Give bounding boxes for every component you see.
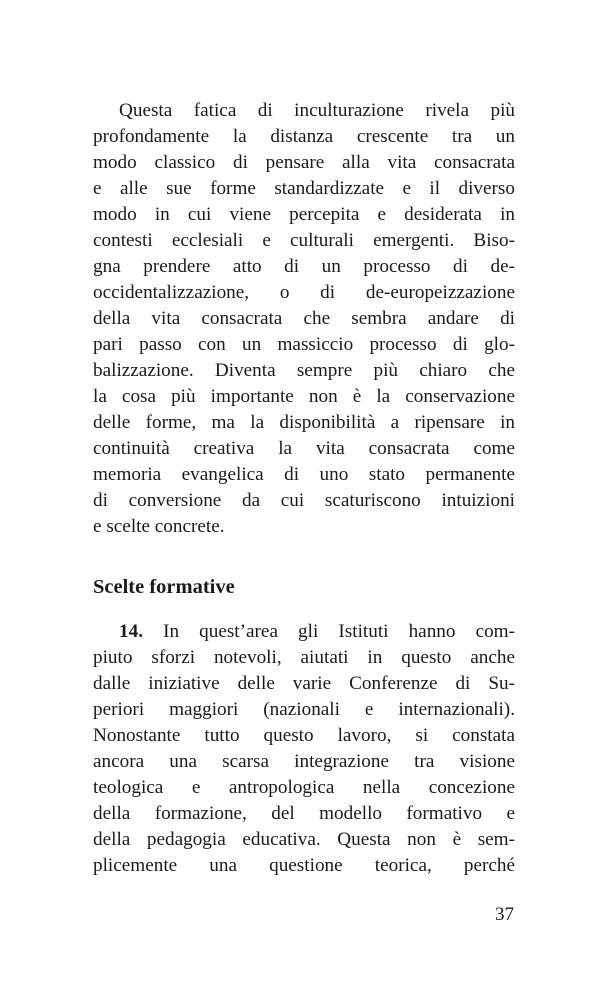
paragraph-line: ancora una scarsa integrazione tra visione (93, 751, 515, 772)
paragraph-line: occidentalizzazione, o di de-europeizzazione (93, 282, 515, 303)
paragraph-line: Nonostante tutto questo lavoro, si constata (93, 725, 515, 746)
paragraph-line: balizzazione. Diventa sempre più chiaro che (93, 360, 515, 381)
paragraph-line: piuto sforzi notevoli, aiutati in questo anche (93, 647, 515, 668)
paragraph-line: continuità creativa la vita consacrata come (93, 438, 515, 459)
paragraph-line: della pedagogia educativa. Questa non è sem- (93, 829, 515, 850)
paragraph-first-line (93, 619, 515, 645)
paragraph-line: Questa fatica di inculturazione rivela più (119, 100, 515, 121)
paragraph-line: pari passo con un massiccio processo di glo- (93, 334, 515, 355)
paragraph-line: delle forme, ma la disponibilità a ripensare in (93, 412, 515, 433)
paragraph-first-line-text: In quest’area gli Istituti hanno com- (142, 621, 515, 642)
paragraph-line: profondamente la distanza crescente tra un (93, 126, 515, 147)
paragraph-1 (93, 98, 515, 540)
paragraph-line: la cosa più importante non è la conservazione (93, 386, 515, 407)
paragraph-line: plicemente una questione teorica, perché (93, 855, 515, 876)
paragraph-line: periori maggiori (nazionali e internazionali). (93, 699, 515, 720)
paragraph-line: e alle sue forme standardizzate e il diverso (93, 178, 515, 199)
paragraph-line: teologica e antropologica nella concezione (93, 777, 515, 798)
page-body (93, 98, 515, 876)
paragraph-line: della formazione, del modello formativo e (93, 803, 515, 824)
paragraph-2 (93, 619, 515, 879)
paragraph-line: modo in cui viene percepita e desiderata in (93, 204, 515, 225)
paragraph-line: memoria evangelica di uno stato permanente (93, 464, 515, 485)
section-heading: Scelte formative (93, 576, 235, 598)
paragraph-line: gna prendere atto di un processo di de- (93, 256, 515, 277)
paragraph-line: di conversione da cui scaturiscono intuizioni (93, 490, 515, 511)
page-number: 37 (495, 904, 514, 925)
paragraph-line: contesti ecclesiali e culturali emergenti. Biso- (93, 230, 515, 251)
paragraph-line: dalle iniziative delle varie Conferenze di Su- (93, 673, 515, 694)
paragraph-line: della vita consacrata che sembra andare di (93, 308, 515, 329)
paragraph-line: e scelte concrete. (93, 516, 225, 537)
paragraph-number: 14. (119, 621, 143, 642)
paragraph-line: modo classico di pensare alla vita consacrata (93, 152, 515, 173)
